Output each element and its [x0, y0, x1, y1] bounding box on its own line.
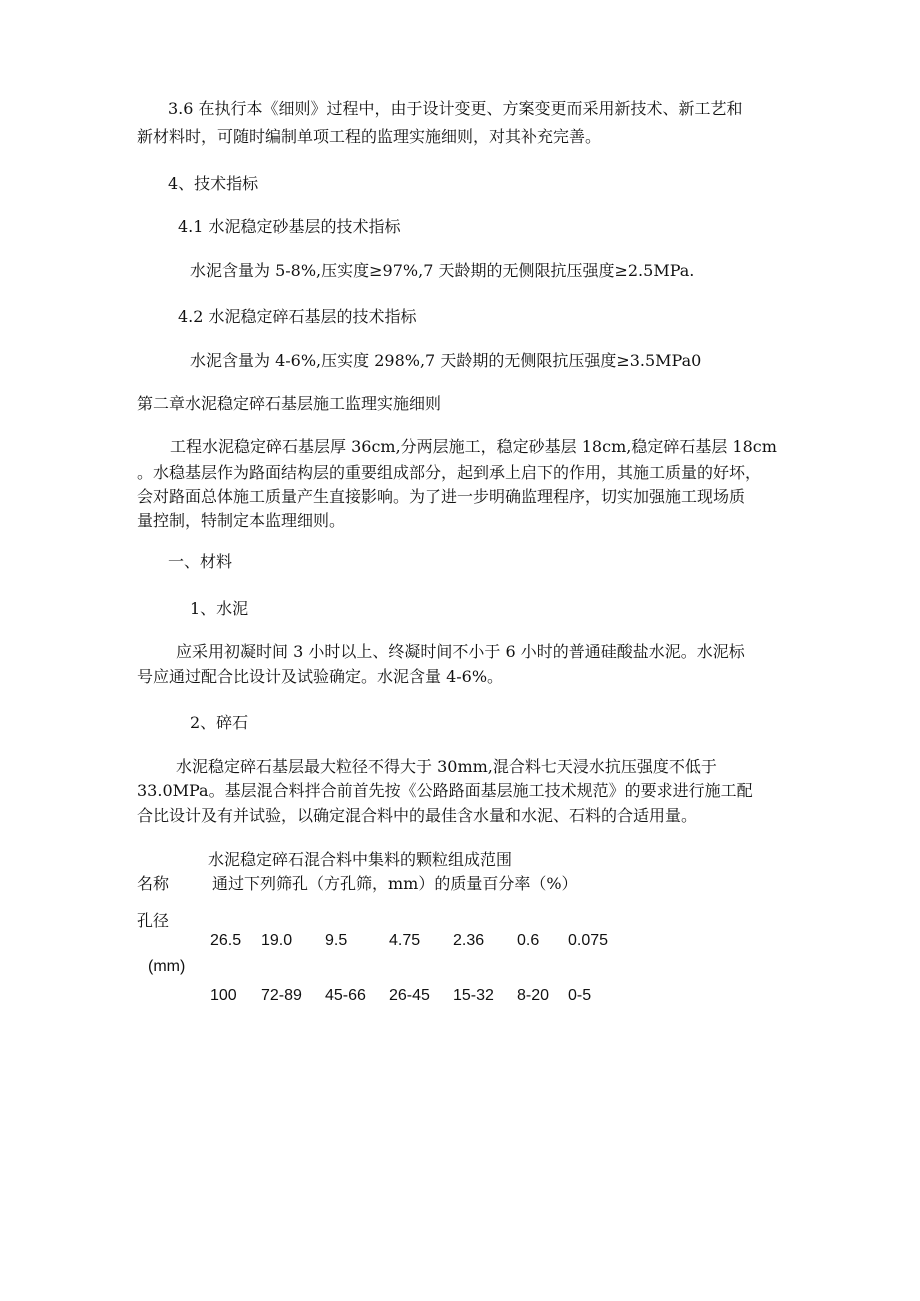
chapter-2-intro-line-4: 量控制，特制定本监理细则。	[137, 511, 346, 530]
section-4-2-text: 水泥含量为 4-6%,压实度 298%,7 天龄期的无侧限抗压强度≥3.5MPa0	[190, 351, 702, 370]
chapter-2-intro-line-1: 工程水泥稳定碎石基层厚 36cm,分两层施工，稳定砂基层 18cm,稳定碎石基层 18cm	[170, 437, 777, 456]
table-header-desc: 通过下列筛孔（方孔筛，mm）的质量百分率（%）	[212, 874, 578, 893]
pass-value-cell: 8-20	[517, 987, 550, 1004]
pass-value-cell: 15-32	[453, 987, 494, 1004]
table-sieve-label: 孔径	[137, 911, 170, 930]
gravel-text-line-1: 水泥稳定碎石基层最大粒径不得大于 30mm,混合料七天浸水抗压强度不低于	[176, 757, 717, 776]
pass-value-cell: 0-5	[568, 987, 592, 1004]
pass-value-cell: 26-45	[389, 987, 430, 1004]
chapter-2-intro-line-3: 会对路面总体施工质量产生直接影响。为了进一步明确监理程序，切实加强施工现场质	[137, 487, 746, 506]
sieve-size-cell: 19.0	[261, 932, 293, 949]
pass-value-cell: 72-89	[261, 987, 302, 1004]
sieve-size-cell: 4.75	[389, 932, 421, 949]
sieve-size-cell: 2.36	[453, 932, 485, 949]
sieve-size-cell: 0.6	[517, 932, 540, 949]
gravel-title: 2、碎石	[190, 713, 249, 732]
table-caption: 水泥稳定碎石混合料中集料的颗粒组成范围	[208, 850, 513, 869]
section-4-1-text: 水泥含量为 5-8%,压实度≥97%,7 天龄期的无侧限抗压强度≥2.5MPa.	[190, 261, 695, 280]
pass-value-cell: 45-66	[325, 987, 366, 1004]
chapter-2-title: 第二章水泥稳定碎石基层施工监理实施细则	[137, 394, 442, 413]
table-sieve-unit: (mm)	[148, 958, 186, 975]
materials-title: 一、材料	[168, 552, 233, 571]
cement-text-line-1: 应采用初凝时间 3 小时以上、终凝时间不小于 6 小时的普通硅酸盐水泥。水泥标	[176, 642, 745, 661]
cement-title: 1、水泥	[190, 599, 249, 618]
table-name-label: 名称	[137, 874, 170, 893]
sieve-size-cell: 0.075	[568, 932, 609, 949]
section-4-1-title: 4.1 水泥稳定砂基层的技术指标	[178, 217, 401, 236]
cement-text-line-2: 号应通过配合比设计及试验确定。水泥含量 4-6%。	[137, 667, 504, 686]
sieve-size-cell: 26.5	[210, 932, 242, 949]
section-4-title: 4、技术指标	[168, 174, 259, 193]
chapter-2-intro-line-2: 。水稳基层作为路面结构层的重要组成部分，起到承上启下的作用，其施工质量的好坏，	[137, 463, 762, 482]
section-4-2-title: 4.2 水泥稳定碎石基层的技术指标	[178, 307, 417, 326]
pass-value-cell: 100	[210, 987, 237, 1004]
sieve-size-cell: 9.5	[325, 932, 348, 949]
section-3-6-line-2: 新材料时，可随时编制单项工程的监理实施细则，对其补充完善。	[137, 127, 602, 146]
section-3-6-line-1: 3.6 在执行本《细则》过程中，由于设计变更、方案变更而采用新技术、新工艺和	[168, 99, 743, 118]
gravel-text-line-3: 合比设计及有并试验，以确定混合料中的最佳含水量和水泥、石料的合适用量。	[137, 806, 698, 825]
gravel-text-line-2: 33.0MPa。基层混合料拌合前首先按《公路路面基层施工技术规范》的要求进行施工配	[137, 781, 753, 800]
